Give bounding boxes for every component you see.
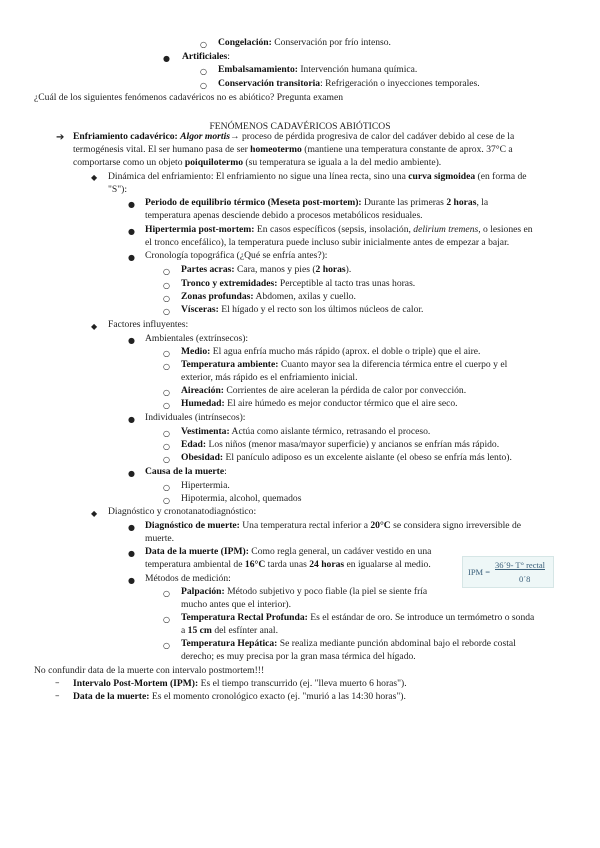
temperatura-ambiente-line-1: Temperatura ambiente: Cuanto mayor sea la diferencia térmica entre el cuerpo y el (181, 359, 508, 370)
circle-bullet-icon: ○ (200, 81, 207, 90)
bullet-icon: ● (128, 469, 135, 478)
circle-bullet-icon: ○ (200, 40, 207, 49)
embalsamamiento-item: Embalsamamiento: Intervención humana química. (218, 64, 418, 75)
diagnostico-muerte-line-1: Diagnóstico de muerte: Una temperatura rectal inferior a 20°C se considera signo irreversible de (145, 520, 522, 531)
dinamica-line-1: Dinámica del enfriamiento: El enfriamiento no sigue una línea recta, sino una curva sigmoidea (en forma de (108, 171, 527, 182)
hipertermia-line-1: Hipertermia post-mortem: En casos específicos (sepsis, insolación, delirium tremens, o lesiones en (145, 224, 533, 235)
factores-heading: Factores influyentes: (108, 319, 189, 330)
dash-bullet-icon: – (55, 678, 60, 688)
enfriamiento-line-3: comportarse como un objeto poiquilotermo (su temperatura se iguala a la del medio ambiente). (73, 157, 442, 168)
data-muerte-line-2: temperatura ambiental de 16°C tarda unas 24 horas en igualarse al medio. (145, 559, 431, 570)
circle-bullet-icon: ○ (163, 267, 170, 276)
bullet-icon: ● (128, 576, 135, 585)
circle-bullet-icon: ○ (163, 362, 170, 371)
enfriamiento-line-1: Enfriamiento cadavérico: Algor mortis→ proceso de pérdida progresiva de calor del cadáver debido al cese de la (73, 131, 515, 142)
exam-question: ¿Cuál de los siguientes fenómenos cadavéricos no es abiótico? Pregunta examen (34, 92, 344, 103)
formula-label: IPM = (468, 567, 491, 577)
rectal-line-2: a 15 cm del esfínter anal. (181, 625, 278, 636)
tronco-item: Tronco y extremidades: Perceptible al tacto tras unas horas. (181, 278, 416, 289)
ipm-definition: Intervalo Post-Mortem (IPM): Es el tiempo transcurrido (ej. "lleva muerto 6 horas"). (73, 678, 407, 689)
hepatica-line-2: derecho; es muy precisa por la gran masa térmica del hígado. (181, 651, 416, 662)
circle-bullet-icon: ○ (163, 496, 170, 505)
circle-bullet-icon: ○ (163, 281, 170, 290)
zonas-item: Zonas profundas: Abdomen, axilas y cuello. (181, 291, 356, 302)
circle-bullet-icon: ○ (163, 349, 170, 358)
palpacion-line-2: mucho antes que el interior). (181, 599, 292, 610)
arrow-bullet-icon: ➔ (56, 132, 65, 143)
circle-bullet-icon: ○ (163, 401, 170, 410)
bullet-icon: ● (128, 336, 135, 345)
enfriamiento-line-2: termogénesis vital. El ser humano pasa de ser homeotermo (mantiene una temperatura constante de aprox. 37°C a (73, 144, 513, 155)
individuales-heading: Individuales (intrínsecos): (145, 412, 246, 423)
ambientales-heading: Ambientales (extrínsecos): (145, 333, 249, 344)
circle-bullet-icon: ○ (163, 483, 170, 492)
circle-bullet-icon: ○ (163, 615, 170, 624)
circle-bullet-icon: ○ (163, 641, 170, 650)
diamond-bullet-icon: ◆ (91, 509, 98, 518)
formula-numerator: 36´9- T° rectal (495, 560, 545, 570)
dash-bullet-icon: – (55, 691, 60, 701)
warning-note: No confundir data de la muerte con intervalo postmortem!!! (34, 665, 265, 676)
hipertermia-item: Hipertermia. (181, 480, 230, 491)
rectal-line-1: Temperatura Rectal Profunda: Es el estándar de oro. Se introduce un termómetro o sonda (181, 612, 535, 623)
diagnostico-heading: Diagnóstico y cronotanatodiagnóstico: (108, 506, 257, 517)
bullet-icon: ● (163, 54, 170, 63)
edad-item: Edad: Los niños (menor masa/mayor superficie) y ancianos se enfrían más rápido. (181, 439, 500, 450)
data-muerte-definition: Data de la muerte: Es el momento cronológico exacto (ej. "murió a las 14:30 horas"). (73, 691, 406, 702)
medio-item: Medio: El agua enfría mucho más rápido (aprox. el doble o triple) que el aire. (181, 346, 481, 357)
circle-bullet-icon: ○ (163, 294, 170, 303)
congelacion-item: Congelación: Conservación por frío intenso. (218, 37, 391, 48)
meseta-line-1: Periodo de equilibrio térmico (Meseta post-mortem): Durante las primeras 2 horas, la (145, 197, 489, 208)
circle-bullet-icon: ○ (163, 388, 170, 397)
data-muerte-line-1: Data de la muerte (IPM): Como regla general, un cadáver vestido en una (145, 546, 432, 557)
aireacion-item: Aireación: Corrientes de aire aceleran la pérdida de calor por convección. (181, 385, 467, 396)
bullet-icon: ● (128, 523, 135, 532)
hipertermia-line-2: el tronco encefálico), la temperatura puede incluso subir inicialmente antes de empezar a bajar. (145, 237, 510, 248)
vestimenta-item: Vestimenta: Actúa como aislante térmico, retrasando el proceso. (181, 426, 431, 437)
dinamica-line-2: "S"): (108, 184, 128, 195)
diamond-bullet-icon: ◆ (91, 322, 98, 331)
bullet-icon: ● (128, 200, 135, 209)
circle-bullet-icon: ○ (200, 67, 207, 76)
bullet-icon: ● (128, 253, 135, 262)
meseta-line-2: temperatura apenas desciende debido a procesos metabólicos residuales. (145, 210, 423, 221)
circle-bullet-icon: ○ (163, 455, 170, 464)
bullet-icon: ● (128, 227, 135, 236)
partes-acras-item: Partes acras: Cara, manos y pies (2 horas). (181, 264, 352, 275)
hipotermia-item: Hipotermia, alcohol, quemados (181, 493, 302, 504)
bullet-icon: ● (128, 549, 135, 558)
temperatura-ambiente-line-2: exterior, más rápido es el enfriamiento inicial. (181, 372, 358, 383)
humedad-item: Humedad: El aire húmedo es mejor conductor térmico que el aire seco. (181, 398, 458, 409)
causa-heading: Causa de la muerte: (145, 466, 227, 477)
formula-denominator: 0´8 (519, 574, 531, 584)
metodos-heading: Métodos de medición: (145, 573, 231, 584)
cronologia-heading: Cronología topográfica (¿Qué se enfría antes?): (145, 250, 328, 261)
palpacion-line-1: Palpación: Método subjetivo y poco fiable (la piel se siente fría (181, 586, 428, 597)
circle-bullet-icon: ○ (163, 307, 170, 316)
diamond-bullet-icon: ◆ (91, 173, 98, 182)
section-title: FENÓMENOS CADAVÉRICOS ABIÓTICOS (209, 121, 391, 132)
obesidad-item: Obesidad: El panículo adiposo es un excelente aislante (el obeso se enfría más lento). (181, 452, 512, 463)
circle-bullet-icon: ○ (163, 442, 170, 451)
hepatica-line-1: Temperatura Hepática: Se realiza mediante punción abdominal bajo el reborde costal (181, 638, 516, 649)
circle-bullet-icon: ○ (163, 589, 170, 598)
diagnostico-muerte-line-2: muerte. (145, 533, 175, 544)
conservacion-item: Conservación transitoria: Refrigeración o inyecciones temporales. (218, 78, 480, 89)
visceras-item: Vísceras: El hígado y el recto son los últimos núcleos de calor. (181, 304, 424, 315)
artificiales-item: Artificiales: (182, 51, 230, 62)
circle-bullet-icon: ○ (163, 429, 170, 438)
bullet-icon: ● (128, 415, 135, 424)
ipm-formula-image (462, 556, 554, 588)
